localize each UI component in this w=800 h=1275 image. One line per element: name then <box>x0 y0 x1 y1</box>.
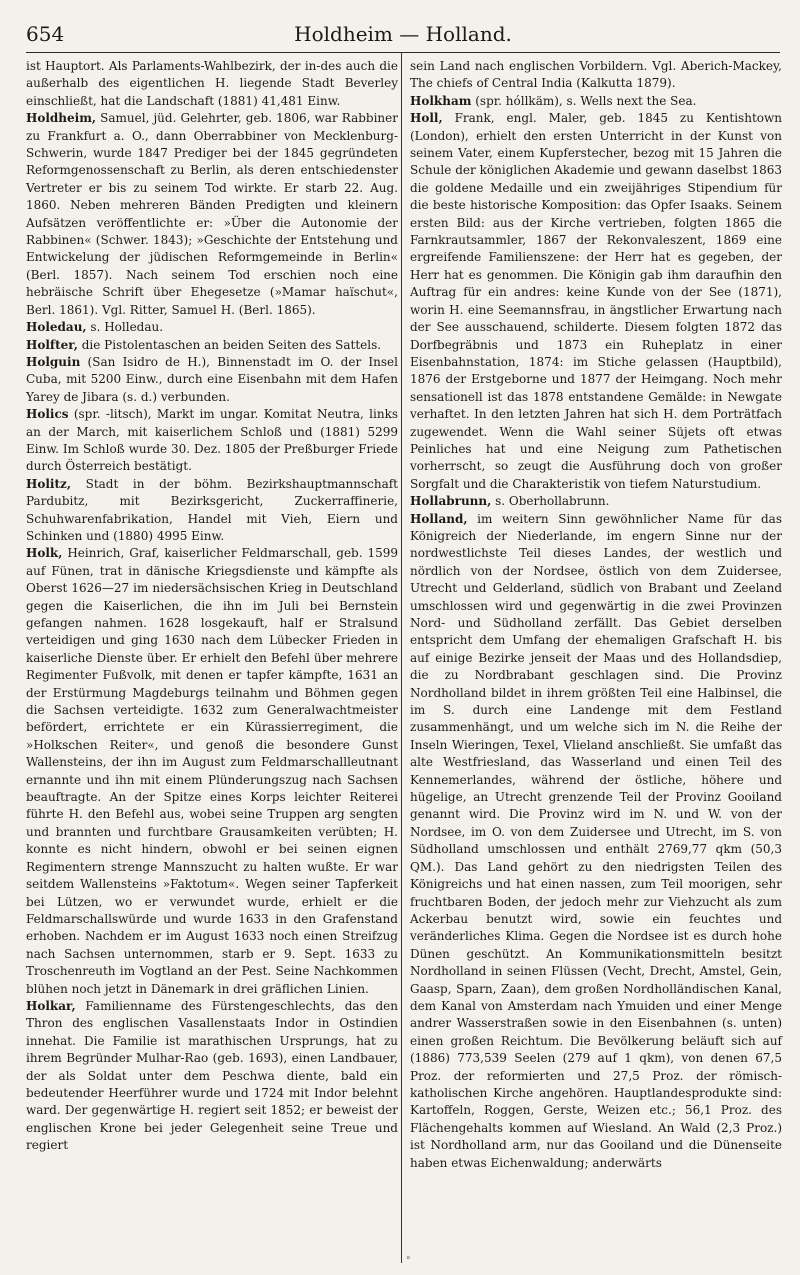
dictionary-entry <box>26 354 398 406</box>
entry-headword: Holdheim, <box>26 111 97 126</box>
entry-headword: Holitz, <box>26 476 71 491</box>
entry-text: (spr. hóllkäm), s. Wells next the Sea. <box>471 93 697 108</box>
dictionary-entry <box>26 545 398 998</box>
entry-headword: Hollabrunn, <box>410 494 492 509</box>
dictionary-entry <box>410 110 782 493</box>
entry-text: Frank, engl. Maler, geb. 1845 zu Kentishtown (London), erhielt den ersten Unterricht in der Kunst von seinem Vater, einem Kupferstecher, bezog mit 15 Jahren die Schule der königlichen Akademie und gewann daselbst 1863 die goldene Medaille und ein zweijähriges Stipendium für die beste historische Komposition: das Opfer Isaaks. Seinem ersten Bild: aus der Kirche vertrieben, folgten 1865 die Farnkrautsammler, 1867 der Rekonvaleszent, 1869 eine ergreifende Familienszene: der Herr hat es gegeben, der Herr hat es genommen. Die Königin gab ihm daraufhin den Auftrag für ein andres: keine Kunde von der See (1871), worin H. eine Seemannsfrau, in ängstlicher Erwartung nach der See ausschauend, schilderte. Diesem folgten 1872 das Dorfbegräbnis und 1873 ein Ruheplatz in einer Eisenbahnstation, 1874: im Stiche gelassen (Hauptbild), 1876 der Erstgeborne und 1877 der Heimgang. Noch mehr sensationell ist das 1878 entstandene Gemälde: in Newgate verhaftet. In den letzten Jahren hat sich H. dem Porträtfach zugewendet. Wenn die Wahl seiner Süjets oft etwas Peinliches hat und eine Neigung zum Pathetischen vorherrscht, so zeugt die Ausführung doch von großer Sorgfalt und die Charakteristik von tiefem Naturstudium. <box>410 111 782 491</box>
running-head: Holdheim — Holland. <box>294 22 512 46</box>
entry-headword: Holguin <box>26 354 81 369</box>
entry-headword: Holfter, <box>26 337 78 352</box>
entry-text: Familienname des Fürstengeschlechts, das den Thron des englischen Vasallenstaats Indor in Ostindien innehat. Die Familie ist marathischen Ursprungs, hat zu ihrem Begründer Mulhar-Rao (geb. 1693), einen Landbauer, der als Soldat unter dem Peschwa diente, bald ein bedeutender Heerführer wurde und 1724 mit Indor belehnt ward. Der gegenwärtige H. regiert seit 1852; er beweist der englischen Krone bei jeder Gelegenheit seine Treue und regiert <box>26 998 398 1153</box>
dictionary-entry <box>26 998 398 1155</box>
entry-text: (San Isidro de H.), Binnenstadt im O. der Insel Cuba, mit 5200 Einw., durch eine Eisenbahn mit dem Hafen Yarey de Jibara (s. d.) verbunden. <box>26 354 398 404</box>
dictionary-entry <box>410 511 782 1172</box>
dictionary-entry <box>26 476 398 546</box>
entry-text: s. Holledau. <box>86 320 164 335</box>
entry-text: Heinrich, Graf, kaiserlicher Feldmarschall, geb. 1599 auf Fünen, trat in dänische Kriegsdienste und kämpfte als Oberst 1626—27 im niedersächsischen Krieg in Deutschland gegen die Kaiserlichen, die ihn im Juli bei Bernstein gefangen nahmen. 1628 losgekauft, half er Stralsund verteidigen und ging 1630 nach dem Lübecker Frieden in kaiserliche Dienste über. Er erhielt den Befehl über mehrere Regimenter Fußvolk, mit denen er tapfer kämpfte, 1631 an der Erstürmung Magdeburgs teilnahm und Böhmen gegen die Sachsen verteidigte. 1632 zum Generalwachtmeister befördert, errichtete er ein Kürassierregiment, die »Holkschen Reiter«, und genoß die besondere Gunst Wallensteins, der ihn im August zum Feldmarschallleutnant ernannte und ihn mit einem Plünderungszug nach Sachsen beauftragte. An der Spitze eines Korps leichter Reiterei führte H. den Befehl aus, wobei seine Truppen arg sengten und brannten und furchtbare Grausamkeiten verübten; H. konnte es nicht hindern, obwohl er bei seinen eignen Regimentern strenge Mannszucht zu halten wußte. Er war seitdem Wallensteins »Faktotum«. Wegen seiner Tapferkeit bei Lützen, wo er verwundet wurde, erhielt er die Feldmarschallswürde und wurde 1633 in den Grafenstand erhoben. Nachdem er im August 1633 noch einen Streifzug nach Sachsen unternommen, starb er 9. Sept. 1633 zu Troschenreuth im Vogtland an der Pest. Seine Nachkommen blühen noch jetzt in Dänemark in drei gräflichen Linien. <box>26 546 398 996</box>
entry-text: ist Hauptort. Als Parlaments-Wahlbezirk, der in-des auch die außerhalb des eigentlichen H. liegende Stadt Beverley einschließt, hat die Landschaft (1881) 41,481 Einw. <box>26 59 398 108</box>
entry-text: Stadt in der böhm. Bezirkshauptmannschaft Pardubitz, mit Bezirksgericht, Zuckerraffinerie, Schuhwarenfabrikation, Handel mit Vieh, Eiern und Schinken und (1880) 4995 Einw. <box>26 476 398 543</box>
entry-headword: Holk, <box>26 546 63 561</box>
entry-headword: Holland, <box>410 511 468 526</box>
page-header <box>26 22 780 53</box>
entry-headword: Holkar, <box>26 998 76 1013</box>
entry-headword: Holedau, <box>26 320 87 335</box>
entry-text: sein Land nach englischen Vorbildern. Vgl. Aberich-Mackey, The chiefs of Central India (Kalkutta 1879). <box>410 59 782 91</box>
dictionary-entry <box>26 110 398 319</box>
entry-text: die Pistolentaschen an beiden Seiten des Sattels. <box>77 337 382 352</box>
entry-text: im weitern Sinn gewöhnlicher Name für das Königreich der Niederlande, im engern Sinne nur der nordwestlichste Teil dieses Landes, der westlich und nördlich von der Nordsee, östlich von dem Zuidersee, Utrecht und Gelderland, südlich von Brabant und Zeeland umschlossen wird und gegenwärtig in die zwei Provinzen Nord- und Südholland zerfällt. Das Gebiet derselben entspricht dem Umfang der ehemaligen Grafschaft H. bis auf einige Bezirke jenseit der Maas und des Hollandsdiep, die zu Nordbrabant geschlagen sind. Die Provinz Nordholland bildet in ihrem größten Teil eine Halbinsel, die im S. durch eine Landenge mit dem Festland zusammenhängt, und um welche sich im N. die Reihe der Inseln Wieringen, Texel, Vlieland anschließt. Sie umfaßt das alte Westfriesland, das Wasserland und einen Teil des Kennemerlandes, während der östliche, höhere und hügelige, an Utrecht grenzende Teil der Provinz Gooiland genannt wird. Die Provinz wird im N. und W. von der Nordsee, im O. von dem Zuidersee und Utrecht, im S. von Südholland umschlossen und enthält 2769,77 qkm (50,3 QM.). Das Land gehört zu den niedrigsten Teilen des Königreichs und hat einen nassen, zum Teil moorigen, sehr fruchtbaren Boden, der jedoch mehr zur Viehzucht als zum Ackerbau benutzt wird, sowie ein feuchtes und veränderliches Klima. Gegen die Nordsee ist es durch hohe Dünen geschützt. An Kommunikationsmitteln besitzt Nordholland in seinen Flüssen (Vecht, Drecht, Amstel, Gein, Gaasp, Sparn, Zaan), dem großen Nordholländischen Kanal, dem Kanal von Amsterdam nach Ymuiden und einer Menge andrer Wasserstraßen sowie in den Eisenbahnen (s. unten) einen großen Reichtum. Die Bevölkerung beläuft sich auf (1886) 773,539 Seelen (279 auf 1 qkm), von denen 67,5 Proz. der reformierten und 27,5 Proz. der römisch-katholischen Kirche angehören. Hauptlandesprodukte sind: Kartoffeln, Roggen, Gerste, Weizen etc.; 56,1 Proz. des Flächengehalts kommen auf Wiesland. An Wald (2,3 Proz.) ist Nordholland arm, nur das Gooiland und die Dünenseite haben etwas Eichenwaldung; anderwärts <box>410 511 782 1170</box>
entry-text: s. Oberhollabrunn. <box>491 494 610 509</box>
column-divider <box>401 58 402 1263</box>
dictionary-entry <box>410 58 782 93</box>
left-column <box>26 58 398 1155</box>
entry-text: (spr. -litsch), Markt im ungar. Komitat Neutra, links an der March, mit kaiserlichem Schloß und (1881) 5299 Einw. Im Schloß wurde 30. Dez. 1805 der Preßburger Friede durch Österreich bestätigt. <box>26 407 398 474</box>
dictionary-entry <box>410 493 782 510</box>
page-footer-mark: ° <box>406 1256 411 1266</box>
page-number: 654 <box>26 22 65 46</box>
right-column <box>410 58 782 1172</box>
dictionary-entry <box>26 337 398 354</box>
entry-headword: Holkham <box>410 93 472 108</box>
dictionary-entry <box>26 319 398 336</box>
entry-text: Samuel, jüd. Gelehrter, geb. 1806, war Rabbiner zu Frankfurt a. O., dann Oberrabbiner von Mecklenburg-Schwerin, wurde 1847 Prediger bei der 1845 gegründeten Reformgenossenschaft zu Berlin, als deren entschiedenster Vertreter er bis zu seinem Tod wirkte. Er starb 22. Aug. 1860. Neben mehreren Bänden Predigten und kleinern Aufsätzen veröffentlichte er: »Über die Autonomie der Rabbinen« (Schwer. 1843); »Geschichte der Entstehung und Entwickelung der jüdischen Reformgemeinde in Berlin« (Berl. 1857). Nach seinem Tod erschien noch eine hebräische Schrift über Ehegesetze (»Mamar haïschut«, Berl. 1861). Vgl. Ritter, Samuel H. (Berl. 1865). <box>26 111 398 317</box>
dictionary-entry <box>26 406 398 476</box>
entry-headword: Holl, <box>410 111 443 126</box>
dictionary-entry <box>410 93 782 110</box>
entry-headword: Holics <box>26 407 69 422</box>
dictionary-entry <box>26 58 398 110</box>
